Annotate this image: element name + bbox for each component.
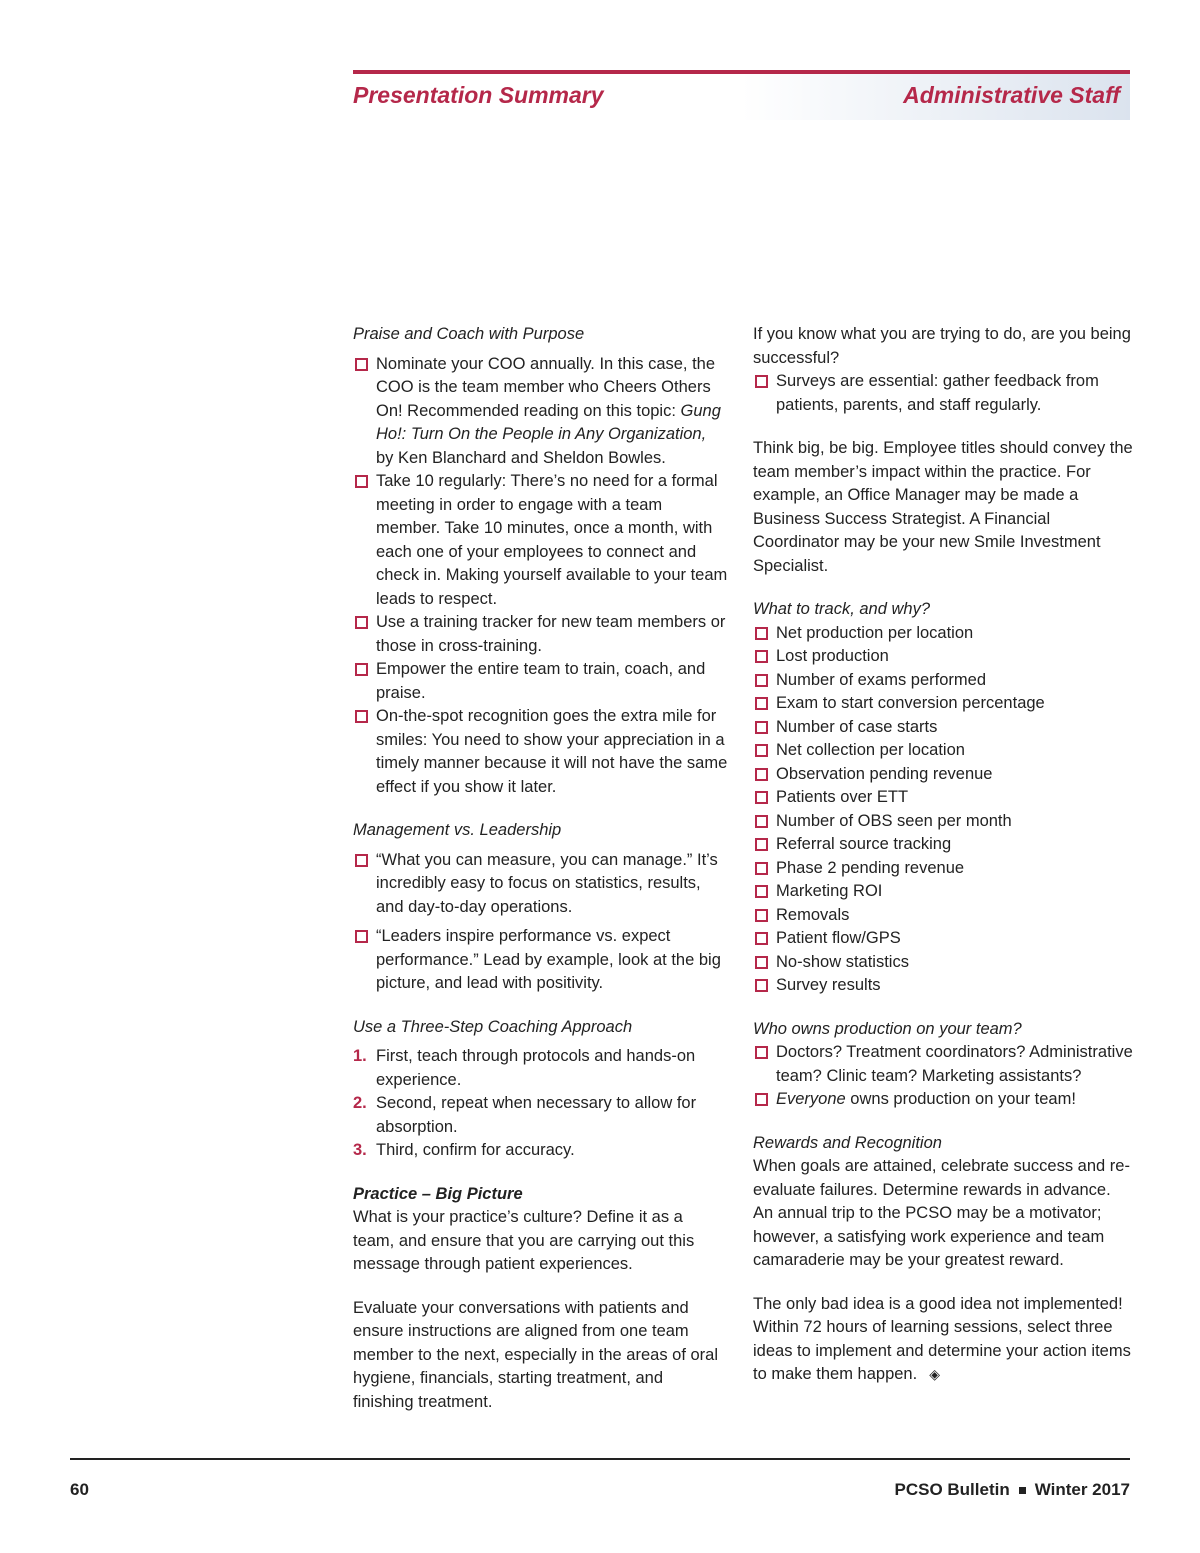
list-item: Marketing ROI	[753, 880, 1133, 904]
management-list	[353, 849, 728, 996]
checkbox-icon	[355, 616, 368, 629]
list-item: Removals	[753, 904, 1133, 928]
checkbox-icon	[755, 909, 768, 922]
checkbox-icon	[755, 1046, 768, 1059]
list-item: Survey results	[753, 974, 1133, 998]
footer-rule	[70, 1458, 1130, 1460]
separator-icon	[1019, 1487, 1026, 1494]
track-heading: What to track, and why?	[753, 600, 930, 618]
coaching-steps	[353, 1045, 728, 1163]
list-item: Phase 2 pending revenue	[753, 857, 1133, 881]
list-item: 1. First, teach through protocols and hands-on experience.	[353, 1047, 696, 1089]
checkbox-icon	[355, 930, 368, 943]
page-number: 60	[70, 1480, 89, 1499]
list-item: Surveys are essential: gather feedback from patients, parents, and staff regularly.	[753, 370, 1133, 417]
think-big-paragraph: Think big, be big. Employee titles should convey the team member’s impact within the practice. For example, an Office Manager may be made a Business Success Strategist. A Financial Coordinator may be your new Smile Investment Specialist.	[753, 439, 1133, 575]
section-title: Presentation Summary	[353, 82, 604, 108]
checkbox-icon	[755, 375, 768, 388]
checkbox-icon	[755, 862, 768, 875]
checkbox-icon	[755, 815, 768, 828]
checkbox-icon	[755, 768, 768, 781]
checkbox-icon	[755, 1093, 768, 1106]
surveys-list	[753, 370, 1133, 417]
audience-title: Administrative Staff	[903, 82, 1120, 108]
practice-paragraph: What is your practice’s culture? Define it as a team, and ensure that you are carrying out this message through patient experiences.	[353, 1208, 695, 1273]
checkbox-icon	[755, 650, 768, 663]
track-list	[753, 622, 1133, 998]
praise-list	[353, 353, 728, 800]
list-item: 2. Second, repeat when necessary to allow for absorption.	[353, 1094, 697, 1136]
list-item: Exam to start conversion percentage	[753, 692, 1133, 716]
checkbox-icon	[755, 744, 768, 757]
list-item: Take 10 regularly: There’s no need for a formal meeting in order to engage with a team member. Take 10 minutes, once a month, with each one of your employees to connect and check in. Making yourself available to your team leads to respect.	[353, 470, 728, 611]
management-heading: Management vs. Leadership	[353, 821, 562, 839]
rewards-heading: Rewards and Recognition	[753, 1133, 942, 1152]
list-item: Patients over ETT	[753, 786, 1133, 810]
list-item: “Leaders inspire performance vs. expect performance.” Lead by example, look at the big picture, and lead with positivity.	[353, 925, 728, 996]
list-item: Use a training tracker for new team members or those in cross-training.	[353, 611, 728, 658]
list-item: Empower the entire team to train, coach, and praise.	[353, 658, 728, 705]
checkbox-icon	[755, 956, 768, 969]
list-item: Doctors? Treatment coordinators? Administrative team? Clinic team? Marketing assistants?	[753, 1041, 1133, 1088]
list-item: Number of exams performed	[753, 669, 1133, 693]
checkbox-icon	[355, 475, 368, 488]
practice-paragraph-2: Evaluate your conversations with patients and ensure instructions are aligned from one team member to the next, especially in the areas of oral hygiene, financials, starting treatment, and finishing treatment.	[353, 1298, 719, 1411]
checkbox-icon	[755, 627, 768, 640]
list-item: On-the-spot recognition goes the extra mile for smiles: You need to show your appreciation in a timely manner because it will not have the same effect if you show it later.	[353, 705, 728, 799]
checkbox-icon	[755, 697, 768, 710]
checkbox-icon	[755, 979, 768, 992]
checkbox-icon	[755, 885, 768, 898]
list-item: Number of OBS seen per month	[753, 810, 1133, 834]
checkbox-icon	[355, 663, 368, 676]
checkbox-icon	[755, 791, 768, 804]
rewards-paragraph: When goals are attained, celebrate success and re-evaluate failures. Determine rewards in advance. An annual trip to the PCSO may be a motivator; however, a satisfying work experience and team camaraderie may be your greatest reward.	[753, 1157, 1130, 1269]
list-item: “What you can measure, you can manage.” It’s incredibly easy to focus on statistics, results, and day-to-day operations.	[353, 849, 728, 920]
list-item: Everyone owns production on your team!	[753, 1088, 1133, 1112]
right-column	[753, 323, 1133, 1387]
left-column	[353, 323, 728, 1414]
checkbox-icon	[755, 674, 768, 687]
header-bar	[353, 70, 1130, 120]
checkbox-icon	[355, 710, 368, 723]
intro-paragraph: If you know what you are trying to do, are you being successful?	[753, 325, 1131, 367]
coaching-heading: Use a Three-Step Coaching Approach	[353, 1017, 633, 1036]
list-item: 3. Third, confirm for accuracy.	[353, 1141, 575, 1159]
checkbox-icon	[755, 838, 768, 851]
list-item: Net production per location	[753, 622, 1133, 646]
list-item: Referral source tracking	[753, 833, 1133, 857]
footer-publication: PCSO Bulletin Winter 2017	[894, 1480, 1130, 1499]
list-item: Lost production	[753, 645, 1133, 669]
closing-paragraph: The only bad idea is a good idea not implemented! Within 72 hours of learning sessions, select three ideas to implement and determine your action items to make them happen. ◈	[753, 1293, 1133, 1387]
checkbox-icon	[755, 932, 768, 945]
checkbox-icon	[755, 721, 768, 734]
owns-list	[753, 1041, 1133, 1112]
checkbox-icon	[355, 358, 368, 371]
end-mark-icon: ◈	[929, 1366, 940, 1382]
practice-heading: Practice – Big Picture	[353, 1184, 523, 1203]
praise-heading: Praise and Coach with Purpose	[353, 325, 585, 343]
list-item: Number of case starts	[753, 716, 1133, 740]
list-item: Nominate your COO annually. In this case, the COO is the team member who Cheers Others On! Recommended reading on this topic: Gung Ho!: Turn On the People in Any Organization, by Ken Blanchard and Sheldon Bowles.	[353, 353, 728, 471]
list-item: No-show statistics	[753, 951, 1133, 975]
list-item: Observation pending revenue	[753, 763, 1133, 787]
list-item: Patient flow/GPS	[753, 927, 1133, 951]
list-item: Net collection per location	[753, 739, 1133, 763]
checkbox-icon	[355, 854, 368, 867]
owns-heading: Who owns production on your team?	[753, 1019, 1022, 1038]
